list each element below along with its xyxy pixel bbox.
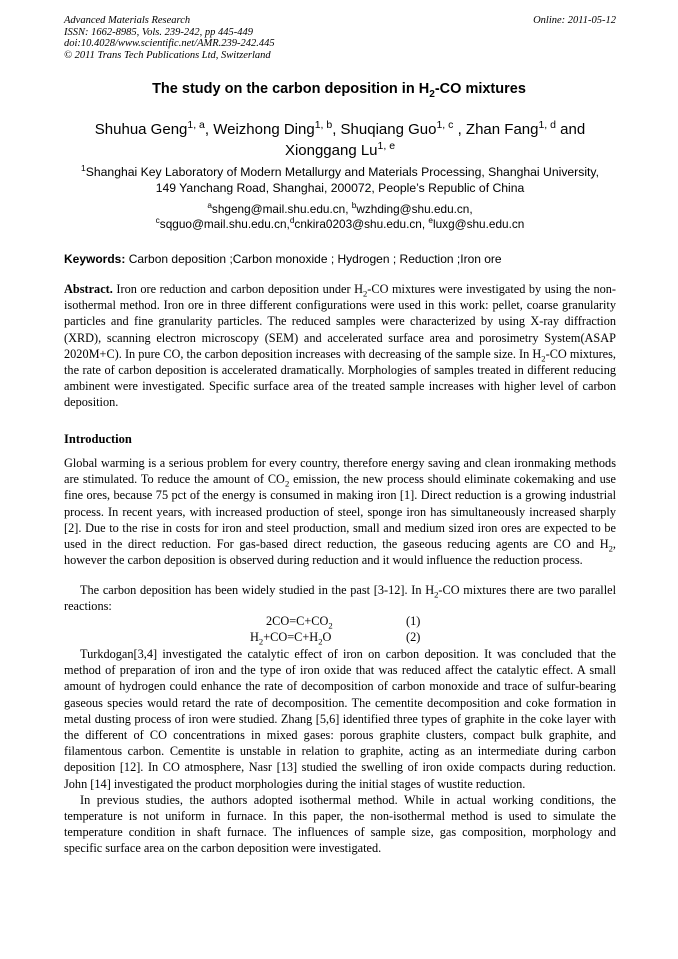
subscript: 2 (258, 636, 264, 647)
subscript: 2 (608, 543, 613, 554)
author-sup: 1, e (377, 140, 396, 152)
email-sup: d (289, 216, 295, 226)
intro-text: In previous studies, the authors adopted isothermal method. While in actual working conditions, the temperature is not uniform in furnace. In this paper, the non-isothermal method is used to simulate the temperature condition in shaft furnace. The influences of sample size, gas composition, morphology and specific surface area on the carbon deposition were investigated. (64, 792, 616, 856)
email-sup: a (207, 201, 212, 211)
subscript: 2 (434, 589, 439, 600)
affiliation (40, 164, 640, 196)
author-and: and (560, 121, 586, 138)
intro-text: The carbon deposition has been widely studied in the past [3-12]. In H (80, 583, 435, 597)
intro-paragraph (64, 455, 616, 568)
journal-header (64, 15, 616, 61)
author-name: Zhan Fang (465, 121, 539, 138)
equation-number: (1) (406, 614, 421, 628)
title-subscript: 2 (429, 88, 435, 100)
author-name: Xionggang Lu (284, 142, 378, 159)
subscript: 2 (541, 353, 546, 364)
equation-1 (266, 614, 333, 629)
keywords (64, 252, 624, 266)
equation-text: O (322, 630, 332, 644)
keywords-text: Carbon deposition ;Carbon monoxide ; Hydrogen ; Reduction ;Iron ore (128, 252, 502, 266)
subscript: 2 (362, 288, 368, 299)
email-sup: c (155, 216, 160, 226)
author-sep: , (457, 121, 462, 138)
email-link[interactable]: wzhding@shu.edu.cn, (356, 202, 473, 216)
issn-line: ISSN: 1662-8985, Vols. 239-242, pp 445-449 (64, 26, 253, 38)
author-sup: 1, a (187, 119, 205, 131)
author-name: Weizhong Ding (213, 121, 315, 138)
equation-text: +CO=C+H (263, 630, 319, 644)
equation-number: (2) (406, 630, 421, 644)
journal-name: Advanced Materials Research (64, 15, 191, 26)
abstract-label: Abstract. (64, 282, 113, 296)
affiliation-line: 149 Yanchang Road, Shanghai, 200072, People’s Republic of China (155, 181, 525, 195)
subscript: 2 (318, 636, 323, 647)
paper-title (0, 81, 678, 100)
email-link[interactable]: shgeng@mail.shu.edu.cn, (211, 202, 349, 216)
online-date: Online: 2011-05-12 (533, 15, 616, 26)
author-sup: 1, d (538, 119, 556, 131)
doi-line: doi:10.4028/www.scientific.net/AMR.239-242.445 (64, 38, 275, 50)
email-link[interactable]: sqguo@mail.shu.edu.cn, (159, 217, 290, 231)
email-list (40, 202, 640, 232)
author-name: Shuqiang Guo (340, 121, 437, 138)
intro-text: Global warming is a serious problem for every country, therefore energy saving and clean ironmaking methods are stimulated. To reduce the amount of CO (64, 456, 616, 487)
equation-text: 2CO=C+CO (266, 614, 329, 628)
equation-2 (250, 630, 331, 645)
equation-text: H (250, 630, 259, 644)
keywords-label: Keywords: (64, 252, 126, 266)
author-name: Shuhua Geng (94, 121, 188, 138)
email-sup: b (351, 201, 357, 211)
abstract (64, 281, 616, 411)
abstract-text: -CO mixtures, the rate of carbon deposition is accelerated dramatically. Morphologies of samples treated in different reducing ambinent were investigated. Specific surface area of the treated sample increases with higher level of carbon deposition. (64, 346, 616, 410)
email-link[interactable]: luxg@shu.edu.cn (432, 217, 525, 231)
intro-text: , however the carbon deposition is observed during reduction and it would influence the reduction process. (64, 537, 616, 568)
abstract-text: Iron ore reduction and carbon deposition under H (116, 282, 363, 296)
copyright-line: © 2011 Trans Tech Publications Ltd, Switzerland (64, 49, 271, 61)
affiliation-sup: 1 (80, 162, 86, 173)
title-text-end: -CO mixtures (434, 81, 526, 97)
title-text: The study on the carbon deposition in H (152, 81, 430, 97)
subscript: 2 (328, 620, 333, 631)
author-sep: , (204, 121, 210, 138)
email-sup: e (428, 216, 433, 226)
section-heading: Introduction (64, 432, 132, 446)
intro-text: Turkdogan[3,4] investigated the catalytic effect of iron on carbon deposition. It was concluded that the method of preparation of iron and the type of iron oxide that was reduced affect the catalytic effect. A small amount of hydrogen could enhance the rate of decomposition of carbon monoxide and trace of sulfur-bearing gaseous species would retard the rate of decomposition. The cementite decomposition and coke formation in metal dusting process of iron were studied. Zhang [5,6] identified three types of graphite in the coke layer with the different of CO concentrations in mixed gases: porous graphite clusters, compact bulk graphite, and filamentous carbon. Cementite is unstable in relation to graphite, acting as an intermediate during carbon deposition [12]. In CO atmosphere, Nasr [13] studied the swelling of iron oxide compacts during reduction. John [14] investigated the product morphologies during the initial stages of wustite reduction. (64, 647, 616, 791)
intro-text: -CO mixtures there are two parallel reactions: (64, 583, 616, 614)
intro-paragraph (64, 582, 616, 614)
author-list (40, 119, 640, 161)
author-sup: 1, c (436, 119, 454, 131)
intro-paragraph (64, 646, 616, 857)
author-sep: , (332, 121, 337, 138)
email-link[interactable]: cnkira0203@shu.edu.cn, (294, 217, 426, 231)
abstract-text: -CO mixtures were investigated by using the non-isothermal method. Iron ore in three different configurations were used in this work: pellet, coarse granularity particles and fine granularity particles. The reduced samples were characterized by using X-ray diffraction (XRD), scanning electron microscopy (SEM) and accelerated surface area and porosimetry System(ASAP 2020M+C). In pure CO, the carbon deposition increases with decreasing of the sample size. In H (64, 282, 616, 361)
affiliation-line: Shanghai Key Laboratory of Modern Metallurgy and Materials Processing, Shanghai University, (85, 165, 600, 179)
author-sup: 1, b (314, 119, 333, 131)
intro-text: emission, the new process should eliminate cokemaking and use fine ores, because 75 pct of the energy is consumed in making iron [1]. Direct reduction is a growing industrial process. In recent years, with increased production of steel, sponge iron has simultaneously increased sharply [2]. Due to the rise in costs for iron and steel production, small and medium sized iron ores are expected to be used in the direct reduction. For gas-based direct reduction, the gaseous reducing agents are CO and H (64, 472, 616, 552)
subscript: 2 (284, 478, 290, 489)
